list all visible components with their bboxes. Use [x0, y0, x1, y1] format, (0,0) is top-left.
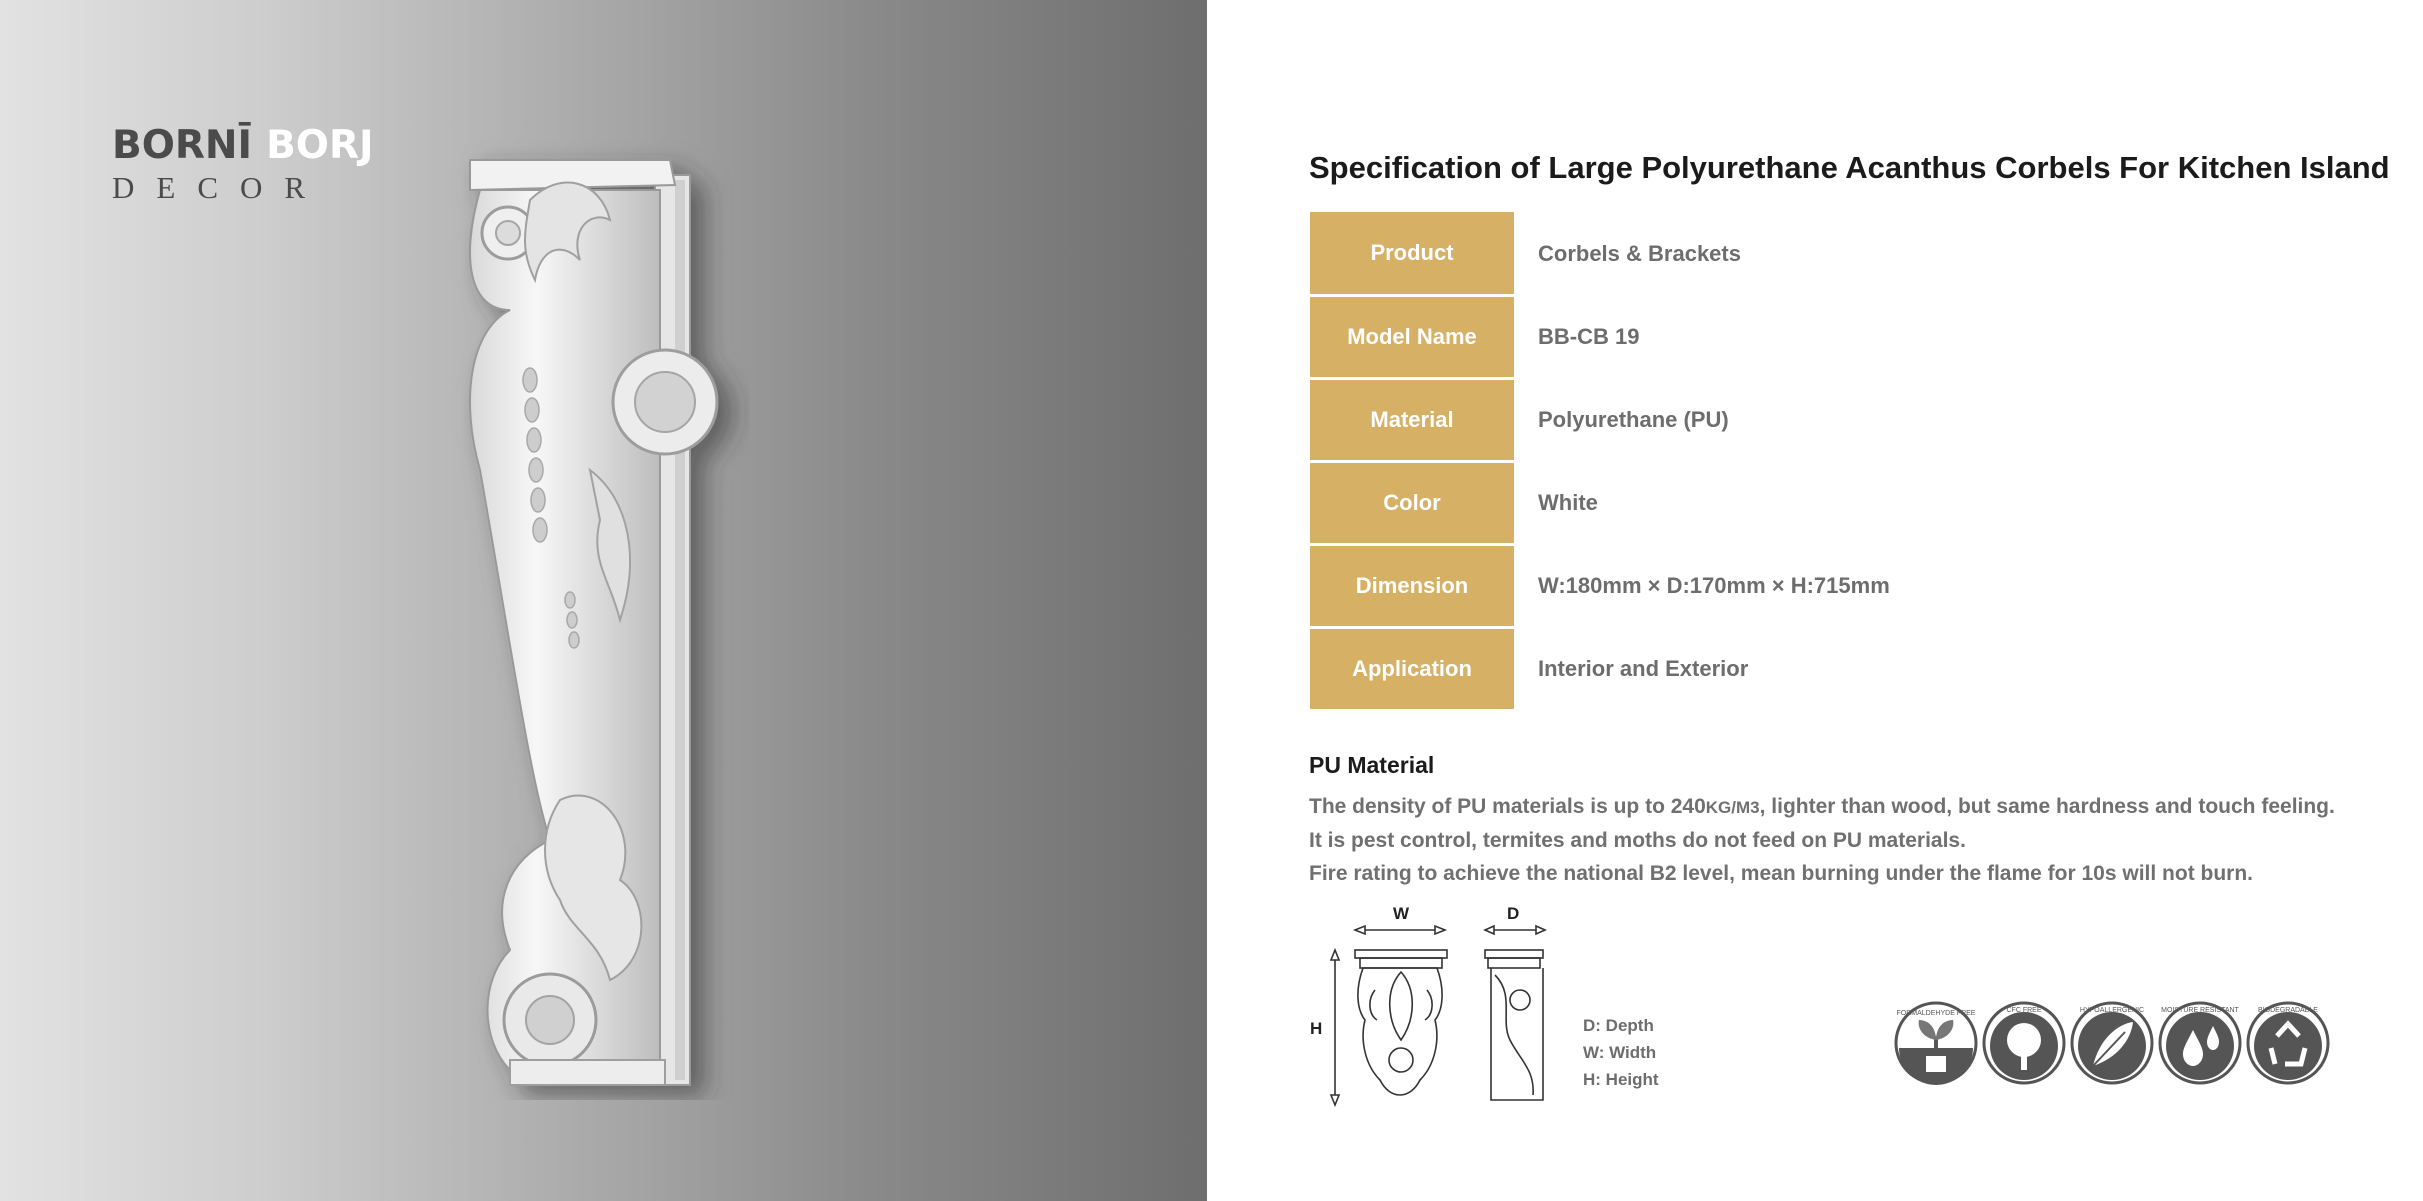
pu-material-description	[1309, 790, 2335, 890]
spec-row-product	[1310, 212, 2350, 295]
cfc-free-badge	[1981, 1000, 2067, 1086]
spec-value: Polyurethane (PU)	[1538, 406, 1729, 432]
legend-width: W: Width	[1583, 1043, 1657, 1062]
pu-line-1	[1309, 790, 2335, 824]
spec-row-model-name	[1310, 295, 2350, 378]
depth-label: D	[1507, 904, 1520, 923]
moisture-resistant-badge	[2157, 1000, 2243, 1086]
spec-table	[1310, 212, 2350, 712]
pu-line-3: Fire rating to achieve the national B2 level, mean burning under the flame for 10s will not burn.	[1309, 862, 2254, 885]
spec-value: W:180mm × D:170mm × H:715mm	[1538, 572, 1890, 598]
spec-value: White	[1538, 489, 1598, 515]
feature-badges	[1893, 1000, 2333, 1095]
legend-depth: D: Depth	[1583, 1016, 1654, 1035]
spec-value: Corbels & Brackets	[1538, 240, 1741, 266]
legend-height: H: Height	[1583, 1070, 1659, 1089]
spec-value: Interior and Exterior	[1538, 655, 1749, 681]
badge-label: BIODEGRADABLE	[2258, 1007, 2318, 1014]
logo-word-dark: BORNĪ	[112, 123, 253, 168]
spec-label: Product	[1310, 212, 1514, 295]
spec-row-application	[1310, 627, 2350, 710]
formaldehyde-free-badge	[1893, 1000, 1979, 1086]
badge-label: HYPOALLERGENIC	[2079, 1007, 2145, 1014]
brand-logo	[112, 123, 374, 206]
width-label: W	[1393, 904, 1410, 923]
product-photo-panel	[0, 0, 1207, 1201]
height-label: H	[1310, 1019, 1323, 1038]
pu-line-1-text: The density of PU materials is up to 240	[1309, 795, 1706, 818]
dimension-legend	[1583, 1012, 1659, 1093]
logo-word-light: BORJ	[266, 123, 374, 168]
pu-material-heading: PU Material	[1309, 752, 1435, 778]
spec-label: Model Name	[1310, 295, 1514, 378]
page-title: Specification of Large Polyurethane Acanthus Corbels For Kitchen Island	[1309, 150, 2390, 185]
spec-value: BB-CB 19	[1538, 323, 1640, 349]
spec-row-material	[1310, 378, 2350, 461]
spec-row-color	[1310, 461, 2350, 544]
badge-label: FORMALDEHYDE FREE	[1896, 1010, 1976, 1017]
badge-label: CFC FREE	[2006, 1007, 2042, 1014]
spec-label: Dimension	[1310, 544, 1514, 627]
dimension-diagram	[1305, 900, 1565, 1110]
pu-line-1-text-end: , lighter than wood, but same hardness and touch feeling.	[1759, 795, 2335, 818]
corbel-image	[450, 140, 750, 1100]
badge-label: MOISTURE RESISTANT	[2161, 1007, 2239, 1014]
spec-label: Material	[1310, 378, 1514, 461]
logo-subtitle: DECOR	[112, 170, 328, 205]
spec-label: Color	[1310, 461, 1514, 544]
biodegradable-badge	[2245, 1000, 2331, 1086]
spec-row-dimension	[1310, 544, 2350, 627]
spec-label: Application	[1310, 627, 1514, 710]
density-unit: KG/M3	[1705, 798, 1760, 817]
pu-line-2: It is pest control, termites and moths do not feed on PU materials.	[1309, 829, 1966, 852]
hypoallergenic-badge	[2069, 1000, 2155, 1086]
